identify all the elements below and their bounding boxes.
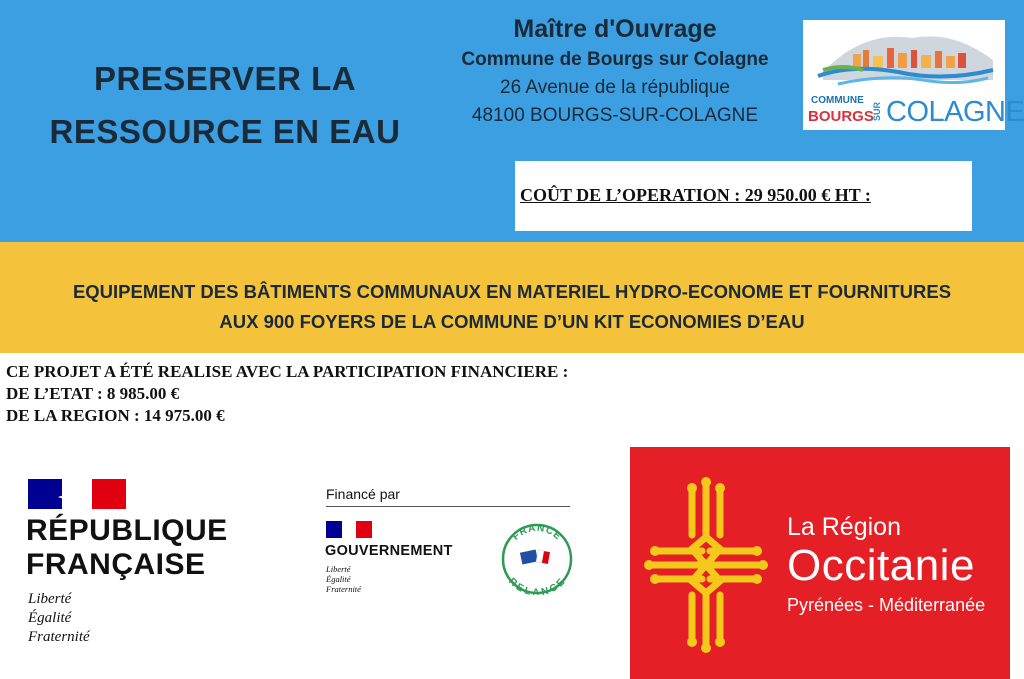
commune-logo	[803, 20, 1024, 130]
gouvernement-flag-icon	[326, 521, 372, 538]
equipment-line-2: AUX 900 FOYERS DE LA COMMUNE D’UN KIT ECONOMIES D’EAU	[219, 311, 805, 332]
relance-top-text: FRANCE	[510, 523, 564, 543]
france-relance-badge-icon	[497, 523, 577, 595]
logo-sur-label: SUR	[872, 102, 882, 122]
equipment-line-1: EQUIPEMENT DES BÂTIMENTS COMMUNAUX EN MATERIEL HYDRO-ECONOME ET FOURNITURES	[72, 281, 952, 302]
logo-commune-label: COMMUNE	[811, 95, 864, 106]
financed-by-divider	[326, 506, 570, 507]
occitan-cross-icon	[644, 477, 768, 653]
operation-cost: COÛT DE L’OPERATION : 29 950.00 € HT :	[520, 185, 871, 205]
funding-state: DE L’ETAT : 8 985.00 €	[6, 384, 180, 403]
owner-heading: Maître d'Ouvrage	[513, 15, 717, 43]
project-owner-block	[430, 12, 800, 130]
owner-address: 26 Avenue de la république	[500, 77, 730, 98]
marianne-flag-icon	[28, 479, 126, 509]
gov-motto-fraternite: Fraternité	[326, 584, 361, 594]
equipment-description	[0, 277, 1024, 337]
rf-name-line-2: FRANÇAISE	[26, 548, 206, 581]
occitanie-la-region: La Région	[787, 513, 901, 541]
logo-colagne-label: COLAGNE	[886, 96, 1024, 128]
title-line-1: PRESERVER LA	[93, 60, 357, 97]
logo-bourgs-label: BOURGS	[808, 108, 874, 125]
occitanie-logo	[630, 447, 1010, 679]
funding-statement	[6, 361, 568, 427]
gov-motto-egalite: Égalité	[326, 574, 351, 584]
occitanie-subtitle: Pyrénées - Méditerranée	[787, 595, 986, 615]
occitanie-name: Occitanie	[787, 541, 975, 590]
relance-bottom-text: RELANCE	[506, 576, 568, 595]
page-title	[20, 52, 430, 158]
gouvernement-motto	[326, 564, 361, 594]
gov-motto-liberte: Liberté	[326, 564, 351, 574]
republique-francaise-name	[26, 514, 228, 582]
rf-motto-fraternite: Fraternité	[28, 629, 90, 645]
title-line-2: RESSOURCE EN EAU	[49, 113, 401, 150]
owner-city: 48100 BOURGS-SUR-COLAGNE	[471, 105, 759, 126]
rf-motto-liberte: Liberté	[28, 591, 72, 607]
funding-line-1: CE PROJET A ÉTÉ REALISE AVEC LA PARTICIPATION FINANCIERE :	[6, 362, 569, 381]
owner-name: Commune de Bourgs sur Colagne	[461, 49, 769, 70]
rf-motto-egalite: Égalité	[28, 610, 72, 626]
financed-by-label: Financé par	[326, 486, 400, 502]
republique-motto	[28, 590, 90, 647]
funding-region: DE LA REGION : 14 975.00 €	[6, 406, 225, 425]
cost-box	[515, 161, 972, 231]
rf-name-line-1: RÉPUBLIQUE	[26, 514, 228, 547]
gouvernement-name: GOUVERNEMENT	[325, 543, 453, 559]
